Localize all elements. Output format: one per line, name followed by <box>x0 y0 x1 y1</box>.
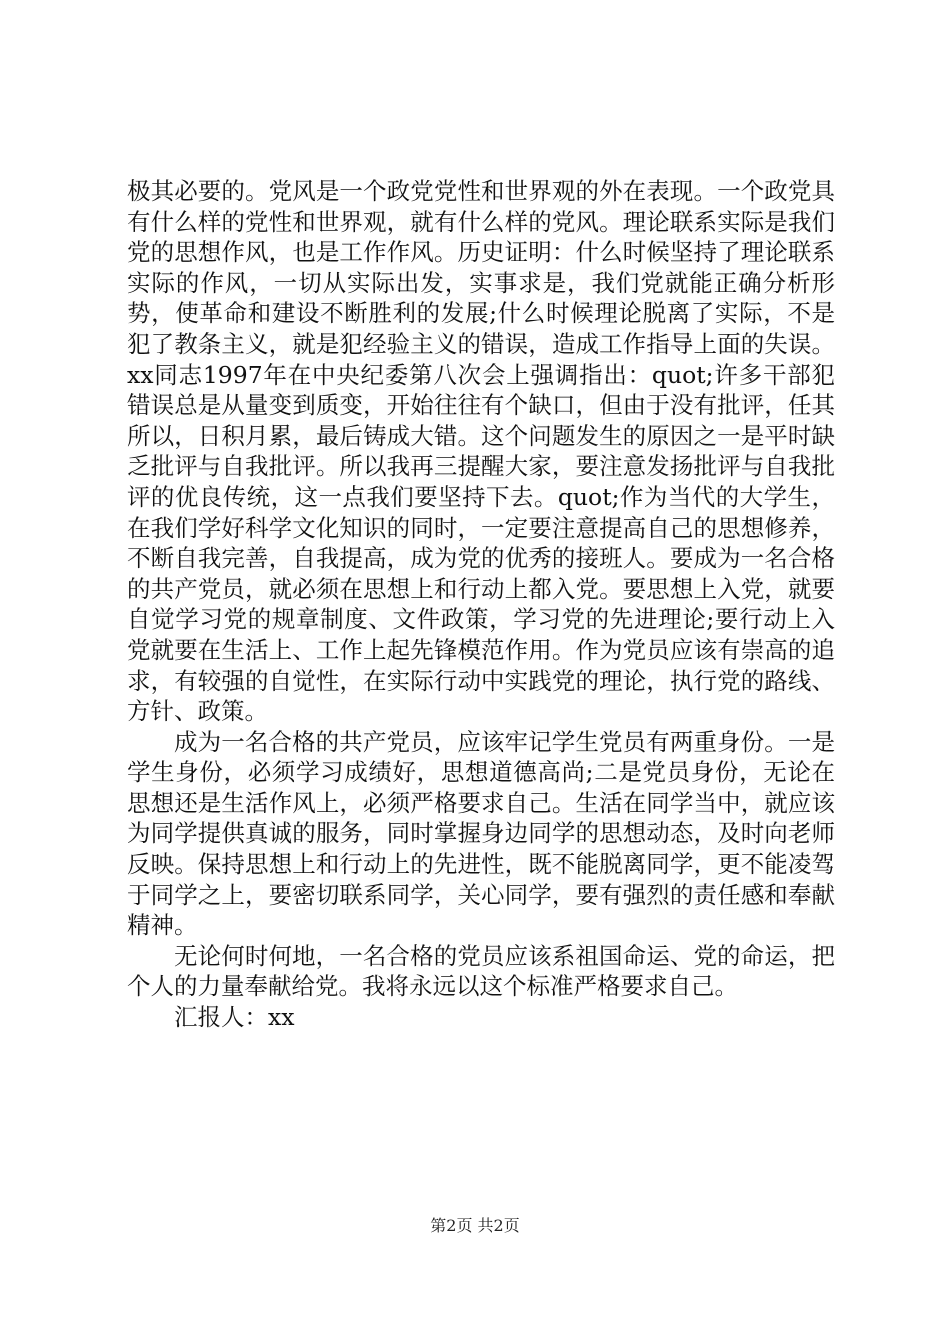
page-number-footer: 第2页 共2页 <box>430 1216 520 1235</box>
reporter-line: 汇报人：xx <box>174 1003 295 1032</box>
document-body <box>127 176 835 1033</box>
paragraph-3: 无论何时何地，一名合格的党员应该系祖国命运、党的命运，把个人的力量奉献给党。我将永远以这个标准严格要求自己。 <box>127 941 835 1001</box>
paragraph-1: 极其必要的。党风是一个政党党性和世界观的外在表现。一个政党具有什么样的党性和世界观，就有什么样的党风。理论联系实际是我们党的思想作风，也是工作作风。历史证明：什么时候坚持了理论联系实际的作风，一切从实际出发，实事求是，我们党就能正确分析形势，使革命和建设不断胜利的发展;什么时候理论脱离了实际，不是犯了教条主义，就是犯经验主义的错误，造成工作指导上面的失误。xx同志1997年在中央纪委第八次会上强调指出：quot;许多干部犯错误总是从量变到质变，开始往往有个缺口，但由于没有批评，任其所以，日积月累，最后铸成大错。这个问题发生的原因之一是平时缺乏批评与自我批评。所以我再三提醒大家，要注意发扬批评与自我批评的优良传统，这一点我们要坚持下去。quot;作为当代的大学生，在我们学好科学文化知识的同时，一定要注意提高自己的思想修养，不断自我完善，自我提高，成为党的优秀的接班人。要成为一名合格的共产党员，就必须在思想上和行动上都入党。要思想上入党，就要自觉学习党的规章制度、文件政策，学习党的先进理论;要行动上入党就要在生活上、工作上起先锋模范作用。作为党员应该有崇高的追求，有较强的自觉性，在实际行动中实践党的理论，执行党的路线、方针、政策。 <box>127 177 835 726</box>
paragraph-2: 成为一名合格的共产党员，应该牢记学生党员有两重身份。一是学生身份，必须学习成绩好，思想道德高尚;二是党员身份，无论在思想还是生活作风上，必须严格要求自己。生活在同学当中，就应该为同学提供真诚的服务，同时掌握身边同学的思想动态，及时向老师反映。保持思想上和行动上的先进性，既不能脱离同学，更不能凌驾于同学之上，要密切联系同学，关心同学，要有强烈的责任感和奉献精神。 <box>127 727 835 940</box>
